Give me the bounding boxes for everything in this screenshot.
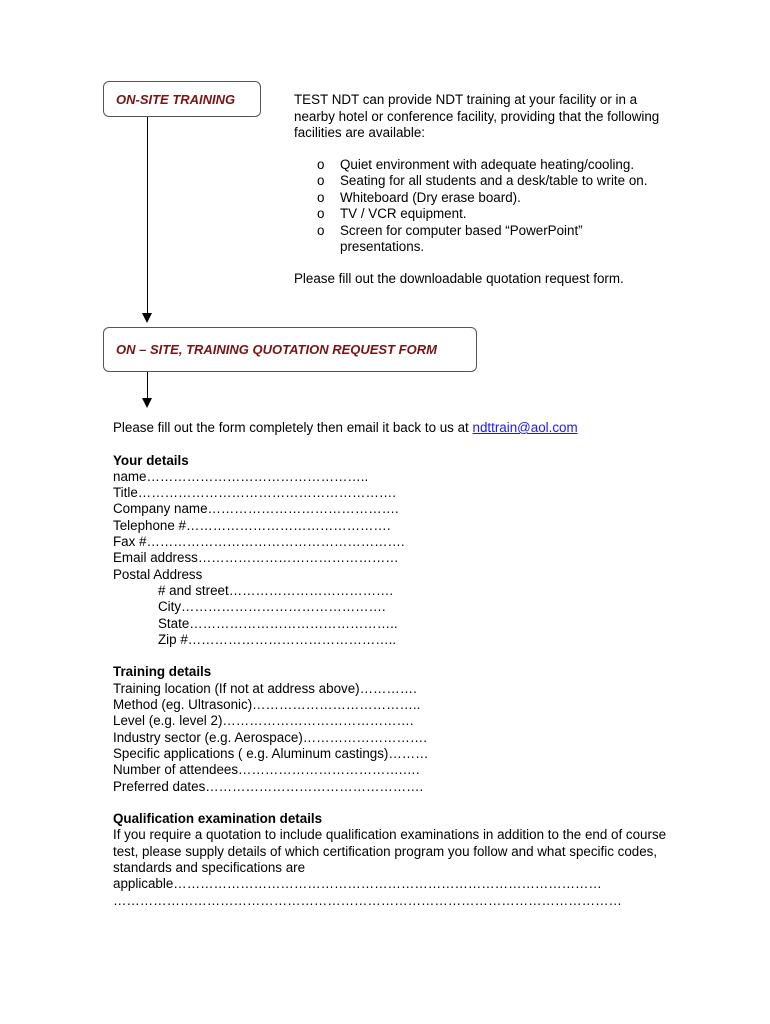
flow-connector-line [147, 372, 148, 399]
list-item: o Quiet environment with adequate heating/cooling. [340, 157, 664, 174]
form-instruction [113, 420, 673, 436]
city-field[interactable]: City………………………………………. [158, 599, 386, 615]
intro-closing: Please fill out the downloadable quotation request form. [294, 270, 624, 286]
name-field[interactable]: name………………………………………….. [113, 468, 369, 484]
attendees-field[interactable]: Number of attendees……………………………….…. [113, 762, 420, 778]
qualification-text: If you require a quotation to include qualification examinations in addition to the end of course test, please supply details of which certification program you follow and what specific codes, standards and specifications are [113, 827, 667, 876]
title-field[interactable]: Title…………………………………………………. [113, 485, 396, 501]
quotation-form-box [103, 327, 477, 372]
company-field[interactable]: Company name……………………………………. [113, 501, 399, 517]
preferred-dates-field[interactable]: Preferred dates…………………………………………. [113, 778, 424, 794]
form-instruction-text: Please fill out the form completely then email it back to us at [113, 420, 469, 435]
flow-connector-line [147, 117, 148, 313]
telephone-field[interactable]: Telephone #………………………………………. [113, 517, 391, 533]
quotation-form-label: ON – SITE, TRAINING QUOTATION REQUEST FORM [116, 342, 437, 357]
state-field[interactable]: State……………………………………….. [158, 615, 398, 631]
postal-address-label: Postal Address [113, 566, 203, 582]
quotation-form [113, 420, 673, 909]
list-item: o Whiteboard (Dry erase board). [340, 190, 664, 207]
applicable-field[interactable]: applicable…………………………………………………………………………………… [113, 876, 602, 892]
onsite-training-box [103, 81, 261, 117]
training-details-heading: Training details [113, 664, 212, 680]
flow-arrow-down-icon [142, 313, 152, 323]
list-item: o Screen for computer based “PowerPoint” presentations. [340, 223, 664, 256]
industry-sector-field[interactable]: Industry sector (e.g. Aerospace)………………………. [113, 729, 428, 745]
fax-field[interactable]: Fax #…………………………………………………. [113, 534, 405, 550]
level-field[interactable]: Level (e.g. level 2)……………………………………. [113, 713, 414, 729]
qualification-heading: Qualification examination details [113, 811, 323, 827]
list-item: o TV / VCR equipment. [340, 206, 664, 223]
intro-section [294, 92, 664, 287]
intro-text: TEST NDT can provide NDT training at your facility or in a nearby hotel or conference facility, providing that the following facilities are available: [294, 92, 660, 140]
zip-field[interactable]: Zip #……………………………………….. [158, 631, 397, 647]
your-details-heading: Your details [113, 452, 189, 468]
flow-arrow-down-icon [142, 398, 152, 408]
facilities-list [294, 157, 664, 256]
specific-applications-field[interactable]: Specific applications ( e.g. Aluminum castings)……… [113, 745, 429, 761]
email-field[interactable]: Email address……………………………………… [113, 550, 399, 566]
email-link[interactable]: ndttrain@aol.com [472, 420, 578, 435]
method-field[interactable]: Method (eg. Ultrasonic)……………………………….. [113, 697, 421, 713]
list-item: o Seating for all students and a desk/table to write on. [340, 173, 664, 190]
training-location-field[interactable]: Training location (If not at address above)…………. [113, 680, 417, 696]
onsite-training-label: ON-SITE TRAINING [116, 91, 236, 107]
applicable-continuation-field[interactable]: …………………………………………………………………………………………………… [113, 892, 622, 908]
street-field[interactable]: # and street………………………………. [158, 582, 394, 598]
